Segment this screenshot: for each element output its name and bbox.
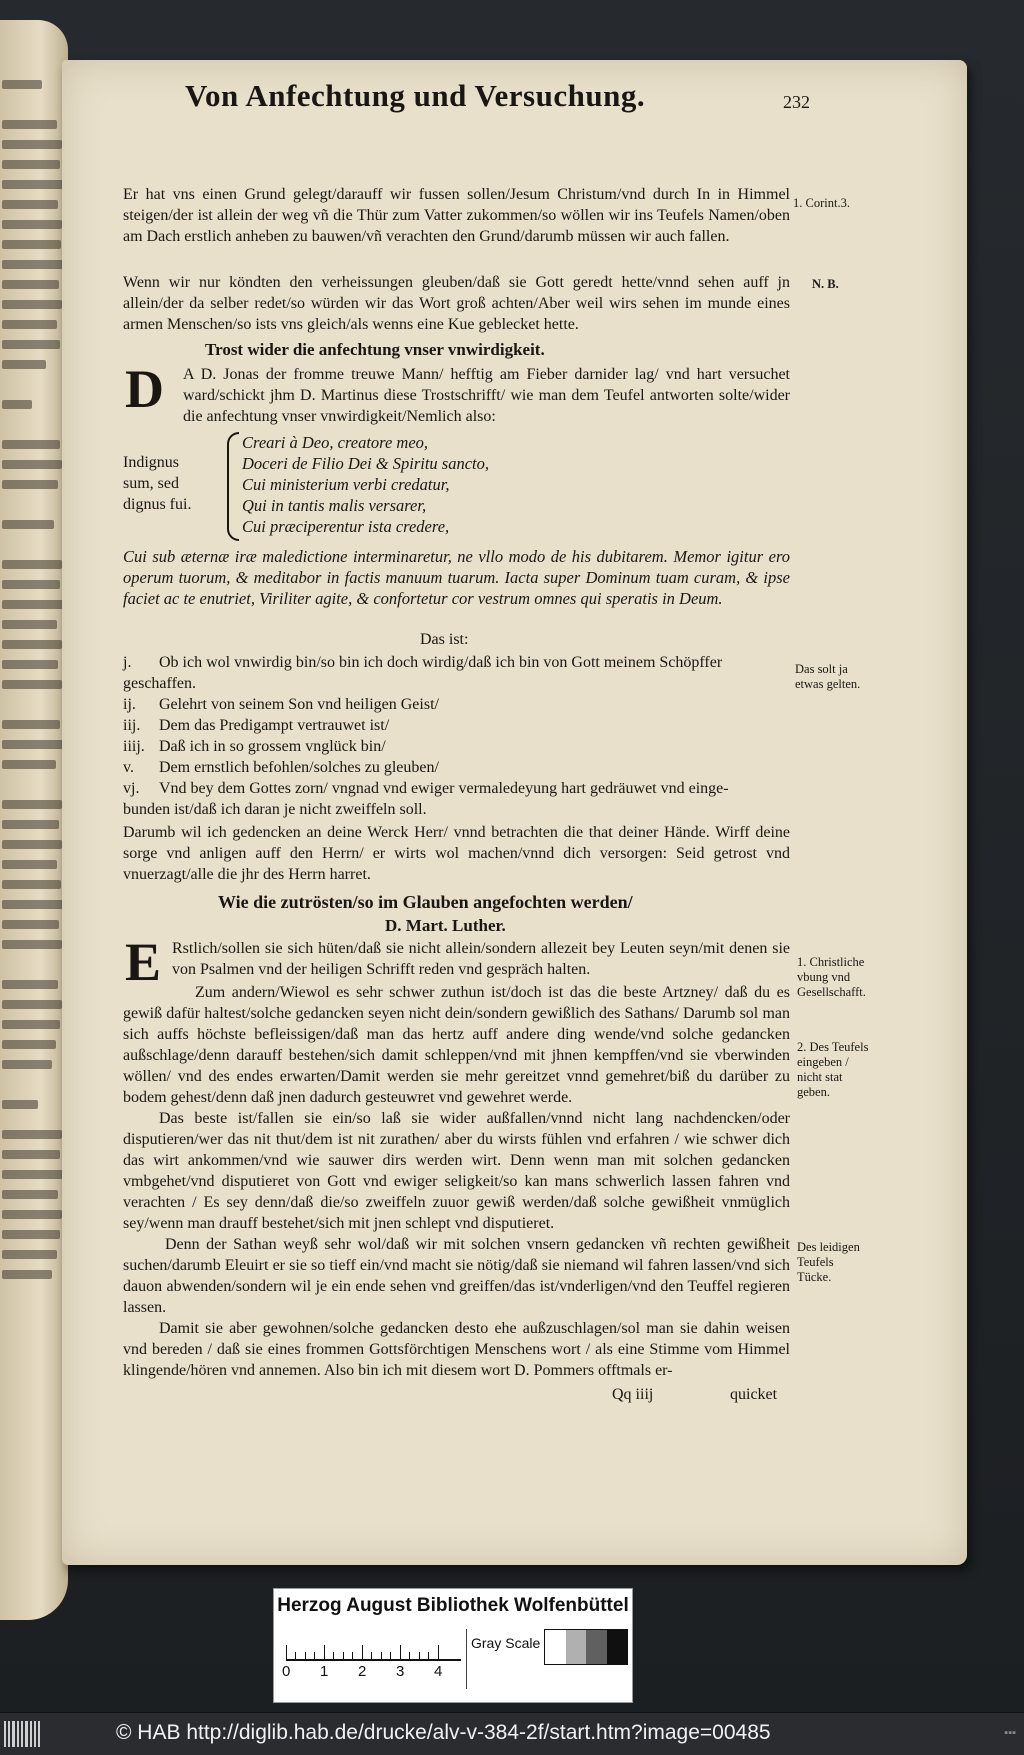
color-calibration-card xyxy=(273,1588,633,1703)
ruler-label: 1 xyxy=(320,1663,329,1680)
latin-margin-indignus: Indignus sum, sed dignus fui. xyxy=(123,454,192,513)
list-item xyxy=(123,757,790,778)
section-heading-author: D. Mart. Luther. xyxy=(385,916,506,935)
signature-mark: Qq iiij xyxy=(612,1386,654,1403)
verse-brace xyxy=(227,432,239,541)
section-heading-zutroesten: Wie die zutrösten/so im Glauben angefochten werden/ xyxy=(218,892,633,912)
margin-note-nb: N. B. xyxy=(812,277,839,291)
gray-swatch xyxy=(545,1630,566,1664)
ruler-label: 2 xyxy=(358,1663,367,1680)
das-ist-label: Das ist: xyxy=(420,631,469,648)
margin-note-teufels-eingeben: 2. Des Teufels eingeben / nicht stat geben. xyxy=(797,1040,869,1099)
margin-note-christliche-vbung: 1. Christliche vbung vnd Gesellschafft. xyxy=(797,955,866,999)
paragraph-7: Das beste ist/fallen sie ein/so laß sie wider außfallen/vnnd nicht lang nachdencken/oder disputieren/wer das nit thut/dem ist nit zurathen/ aber du wirsts fühlen vnd erfahren / wie schwer dich das wirt ankommen/vnd wie sauwer dirs werden wirt. Denn wenn man mit solchen gedancken vmbgehet/vnd disputieret von Gott vnd ewiger seligkeit/so kan mans schwerlich lassen fahren vnd verachten / Es sey denn/daß die/so zweiffeln zuuor gewiß werden/daß solche gewißheit vnmüglich sey/wenn man drauff bestehet/sich mit jnen schlept vnd disputieret. xyxy=(123,1110,790,1232)
folio-number: 232 xyxy=(783,92,810,112)
paragraph-5: Rstlich/sollen sie sich hüten/daß sie nicht allein/sondern allezeit bey Leuten seyn/mit denen sie von Psalmen vnd der heiligen Schrifft reden vnd gespräch halten. xyxy=(172,940,790,978)
latin-verse-line-4: Qui in tantis malis versarer, xyxy=(242,496,427,515)
list-item xyxy=(123,652,790,673)
latin-verse-line-5: Cui præciperentur ista credere, xyxy=(242,517,450,536)
gray-swatch xyxy=(607,1630,628,1664)
gray-swatch xyxy=(566,1630,587,1664)
copyright-link[interactable]: © HAB http://diglib.hab.de/drucke/alv-v-384-2f/start.htm?image=00485 xyxy=(116,1721,771,1744)
list-item-text: Dem ernstlich befohlen/solches zu gleuben/ xyxy=(159,759,439,776)
list-item xyxy=(123,736,790,757)
list-item-text: Vnd bey dem Gottes zorn/ vngnad vnd ewiger vermaledeyung hart gedräuwet vnd einge- xyxy=(159,780,729,797)
list-item-text: Dem das Predigampt vertrauwet ist/ xyxy=(159,717,390,734)
paragraph-2: Wenn wir nur köndten den verheissungen gleuben/daß sie Gott geredt hette/vnnd sehen auff jn allein/der da selber redet/so würden wir das Wort groß achten/Aber weil wirs sehen im munde eines armen Menschen/so ists vns gleich/als wenns eine Kue geblecket hette. xyxy=(123,274,790,333)
ruler-label: 0 xyxy=(282,1663,291,1680)
ruler-label: 4 xyxy=(434,1663,443,1680)
margin-note-teufels-tuecke: Des leidigen Teufels Tücke. xyxy=(797,1240,860,1284)
list-item xyxy=(123,694,790,715)
previous-page-edge xyxy=(0,20,68,1620)
scale-ruler xyxy=(286,1639,461,1661)
list-item-text: geschaffen. xyxy=(123,675,196,692)
section-heading-trost: Trost wider die anfechtung vnser vnwirdigkeit. xyxy=(205,340,545,359)
more-dots-icon: ▪▪▪ xyxy=(1004,1727,1016,1739)
paragraph-3: A D. Jonas der fromme treuwe Mann/ hefftig am Fieber darnider lag/ vnd hart versuchet ward/schickt jhm D. Martinus diese Trostschrifft/ wie man dem Teufel antworten solte/wider die anfechtung vnser vnwirdigkeit/Nemlich also: xyxy=(183,366,790,425)
list-item-text: Daß ich in so grossem vnglück bin/ xyxy=(159,738,386,755)
drop-cap-d: D xyxy=(125,359,164,419)
ruler-label: 3 xyxy=(396,1663,405,1680)
list-item xyxy=(123,673,790,694)
list-item-text: Ob ich wol vnwirdig bin/so bin ich doch wirdig/daß ich bin von Gott meinem Schöpffer xyxy=(159,654,723,671)
list-item xyxy=(123,799,790,820)
latin-verse-line-2: Doceri de Filio Dei & Spiritu sancto, xyxy=(242,454,490,473)
list-item xyxy=(123,715,790,736)
paragraph-9: Damit sie aber gewohnen/solche gedancken desto ehe außzuschlagen/sol man sie dahin weisen vnd bereden / daß sie eines frommen Gottsförchtigen Menschens wort / als eine Stimme vom Himmel klingende/hören vnd annemen. Also bin ich mit diesem wort D. Pommers offtmals er- xyxy=(123,1320,790,1379)
list-item-number: ij. xyxy=(123,696,136,713)
running-head: Von Anfechtung und Versuchung. xyxy=(185,78,646,113)
library-title: Herzog August Bibliothek Wolfenbüttel xyxy=(277,1595,629,1616)
margin-note-gelten: Das solt ja etwas gelten. xyxy=(795,662,861,691)
catchword: quicket xyxy=(730,1386,778,1403)
latin-verse-line-3: Cui ministerium verbi credatur, xyxy=(242,475,450,494)
gray-scale-label: Gray Scale xyxy=(471,1635,541,1651)
gray-scale-swatches xyxy=(544,1629,628,1665)
list-item-text: Gelehrt von seinem Son vnd heiligen Geist/ xyxy=(159,696,439,713)
list-item-text: bunden ist/daß ich daran je nicht zweiffeln soll. xyxy=(123,801,427,818)
viewer-footer xyxy=(0,1712,1024,1755)
barcode-icon xyxy=(0,1721,52,1747)
drop-cap-e: E xyxy=(125,932,162,992)
list-item xyxy=(123,778,790,799)
paragraph-6: Zum andern/Wiewol es sehr schwer zuthun ist/doch ist das die beste Artzney/ daß du es gewiß dafür haltest/solche gedancken seyen nicht dein/sondern gewißlich des Sathans/ Darumb sol man sich auffs höchste befleissigen/daß man das hertz auff andere ding wende/vnd solche gedancken außschlage/denn darauff bestehen/sich damit schleppen/vnd mit jhnen kempffen/vnd sie vberwinden wöllen/ vnd des endes erwarten/Damit werden sie mehr gereitzet vnnd gemehret/biß du darüber zu bodem gehest/denn daß jnen dadurch gesteuwret vnd gewehret werde. xyxy=(123,984,790,1106)
margin-note-corinthians: 1. Corint.3. xyxy=(793,196,850,210)
gray-swatch xyxy=(586,1630,607,1664)
list-item-number: j. xyxy=(123,654,132,671)
latin-paragraph: Cui sub æternæ iræ maledictione interminaretur, ne vllo modo de his dubitarem. Memor igitur ero operum tuorum, & meditabor in factis manuum tuarum. Iacta super Dominum tuam curam, & ipse faciet ac te enutriet, Viriliter agite, & confortetur cor vestrum omnes qui speratis in Deum. xyxy=(123,547,790,608)
paragraph-4: Darumb wil ich gedencken an deine Werck Herr/ vnnd betrachten die that deiner Hände. Wirff deine sorge vnd anligen auff den Herrn/ er wirts wol machen/vnnd dich versorgen: Seid getrost vnd vnuerzagt/alle die jhr des Herrn harret. xyxy=(123,824,790,883)
card-divider xyxy=(466,1629,467,1689)
list-item-number: iij. xyxy=(123,717,141,734)
latin-verse-line-1: Creari à Deo, creatore meo, xyxy=(242,433,429,452)
list-item-number: iiij. xyxy=(123,738,145,755)
paragraph-8: Denn der Sathan weyß sehr wol/daß wir mit solchen vnsern gedancken vñ rechten gewißheit suchen/darumb Eleuirt er sie so tieff ein/vnd macht sie nötig/daß sie niemand wil fahren lassen/vnd sich dauon abwenden/sondern wil je ein ende sehen vnd greiffen/das ist/vnderligen/vnd den Teuffel regieren lassen. xyxy=(123,1236,790,1316)
list-item-number: vj. xyxy=(123,780,140,797)
paragraph-1: Er hat vns einen Grund gelegt/darauff wir fussen sollen/Jesum Christum/vnd durch In in Himmel steigen/der ist allein der weg vñ die Thür zum Vatter zukommen/so wöllen wir ins Teufels Namen/oben am Dach erstlich anheben zu bauwen/vñ verachten den Grund/darumb müssen wir auch fallen. xyxy=(123,186,790,245)
list-item-number: v. xyxy=(123,759,134,776)
